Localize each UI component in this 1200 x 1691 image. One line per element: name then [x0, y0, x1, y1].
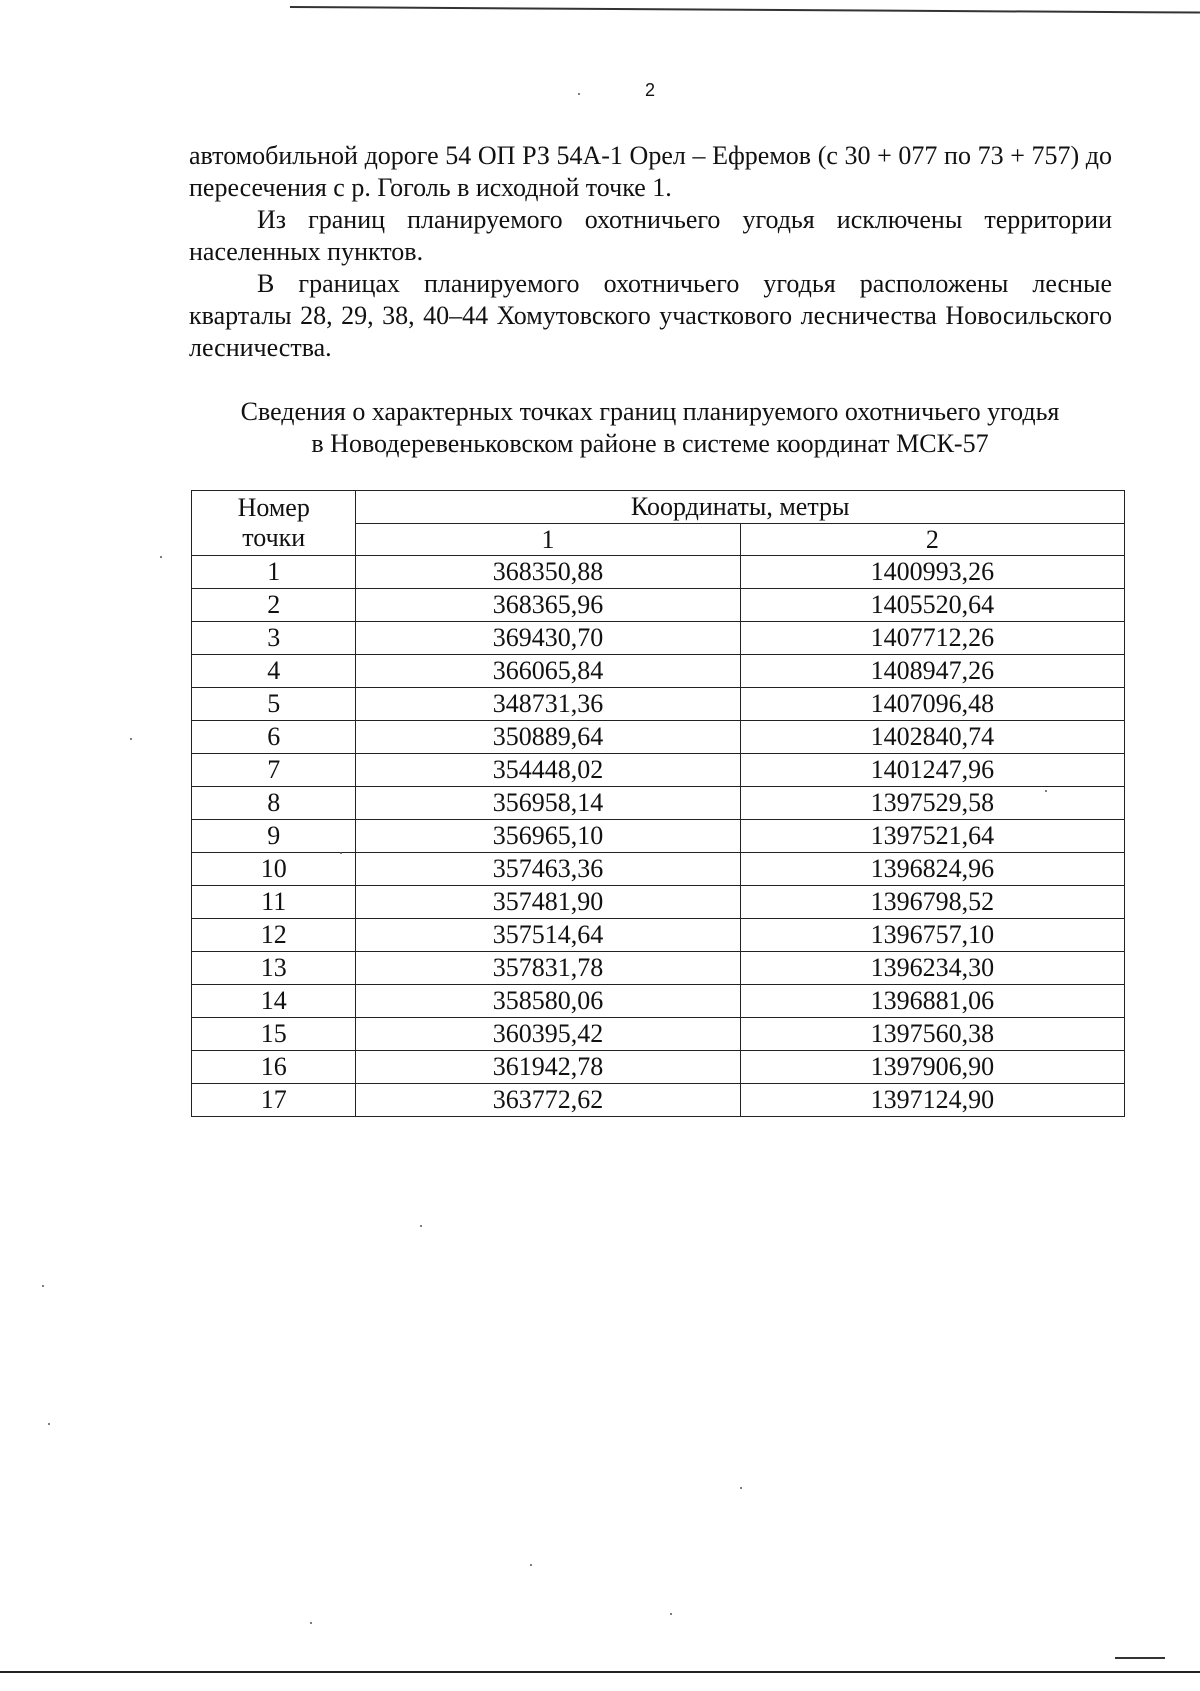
cell-coordinate-2: 1396757,10 — [740, 919, 1124, 952]
cell-coordinate-2: 1397906,90 — [740, 1051, 1124, 1084]
cell-point-number: 8 — [192, 787, 356, 820]
table-row — [192, 1051, 1125, 1084]
cell-coordinate-1: 369430,70 — [356, 622, 740, 655]
cell-coordinate-1: 348731,36 — [356, 688, 740, 721]
cell-point-number: 3 — [192, 622, 356, 655]
scan-speck — [48, 1423, 50, 1425]
cell-point-number: 14 — [192, 985, 356, 1018]
table-row — [192, 985, 1125, 1018]
cell-coordinate-1: 354448,02 — [356, 754, 740, 787]
scan-speck — [578, 93, 580, 95]
cell-coordinate-1: 368350,88 — [356, 556, 740, 589]
paragraph-road: автомобильной дороге 54 ОП РЗ 54А-1 Орел – Ефремов (с 30 + 077 по 73 + 757) до пересечения с р. Гоголь в исходной точке 1. — [189, 141, 1112, 202]
cell-coordinate-1: 357831,78 — [356, 952, 740, 985]
paragraph-forest-quarters: В границах планируемого охотничьего угодья расположены лесные кварталы 28, 29, 38, 40–44 Хомутовского участкового лесничества Новосильского лесничества. — [189, 269, 1112, 362]
cell-coordinate-2: 1407712,26 — [740, 622, 1124, 655]
cell-point-number: 16 — [192, 1051, 356, 1084]
table-row — [192, 1018, 1125, 1051]
scan-speck — [160, 556, 162, 558]
cell-coordinate-2: 1396234,30 — [740, 952, 1124, 985]
scan-edge-bottom — [0, 1671, 1200, 1673]
caption-line-1: Сведения о характерных точках границ планируемого охотничьего угодья — [240, 397, 1060, 426]
cell-coordinate-1: 358580,06 — [356, 985, 740, 1018]
cell-point-number: 6 — [192, 721, 356, 754]
coordinates-table — [191, 490, 1125, 1117]
table-row — [192, 622, 1125, 655]
table-row — [192, 886, 1125, 919]
table-row — [192, 556, 1125, 589]
cell-coordinate-1: 357514,64 — [356, 919, 740, 952]
cell-point-number: 7 — [192, 754, 356, 787]
cell-coordinate-1: 357463,36 — [356, 853, 740, 886]
cell-point-number: 1 — [192, 556, 356, 589]
cell-coordinate-2: 1405520,64 — [740, 589, 1124, 622]
table-row — [192, 952, 1125, 985]
table-row — [192, 820, 1125, 853]
cell-point-number: 4 — [192, 655, 356, 688]
cell-coordinate-2: 1401247,96 — [740, 754, 1124, 787]
scan-speck — [1045, 790, 1047, 792]
scan-speck — [740, 1487, 742, 1489]
table-row — [192, 919, 1125, 952]
cell-coordinate-2: 1400993,26 — [740, 556, 1124, 589]
header-point-line-2: точки — [242, 523, 306, 552]
cell-point-number: 9 — [192, 820, 356, 853]
table-row — [192, 589, 1125, 622]
cell-coordinate-2: 1397560,38 — [740, 1018, 1124, 1051]
scan-edge-top — [290, 6, 1200, 14]
table-row — [192, 853, 1125, 886]
cell-coordinate-1: 366065,84 — [356, 655, 740, 688]
table-row — [192, 787, 1125, 820]
scan-mark — [1115, 1657, 1165, 1659]
header-coordinates: Координаты, метры — [356, 491, 1125, 524]
header-col-2: 2 — [740, 524, 1124, 556]
cell-coordinate-1: 360395,42 — [356, 1018, 740, 1051]
cell-coordinate-1: 368365,96 — [356, 589, 740, 622]
cell-coordinate-1: 356965,10 — [356, 820, 740, 853]
cell-point-number: 17 — [192, 1084, 356, 1117]
cell-point-number: 11 — [192, 886, 356, 919]
cell-point-number: 13 — [192, 952, 356, 985]
table-row — [192, 721, 1125, 754]
cell-coordinate-2: 1396824,96 — [740, 853, 1124, 886]
table-row — [192, 688, 1125, 721]
table-row — [192, 1084, 1125, 1117]
cell-point-number: 5 — [192, 688, 356, 721]
cell-coordinate-2: 1397521,64 — [740, 820, 1124, 853]
table-caption — [150, 396, 1150, 460]
cell-coordinate-1: 356958,14 — [356, 787, 740, 820]
cell-coordinate-2: 1407096,48 — [740, 688, 1124, 721]
scan-speck — [530, 1564, 532, 1566]
scan-speck — [420, 1225, 422, 1227]
scan-speck — [310, 1622, 312, 1624]
cell-coordinate-2: 1397529,58 — [740, 787, 1124, 820]
header-point-number — [192, 491, 356, 556]
page-number: 2 — [644, 80, 655, 100]
cell-coordinate-1: 357481,90 — [356, 886, 740, 919]
header-point-line-1: Номер — [237, 493, 310, 522]
scan-speck — [340, 852, 342, 854]
table-row — [192, 655, 1125, 688]
cell-coordinate-1: 350889,64 — [356, 721, 740, 754]
cell-point-number: 12 — [192, 919, 356, 952]
caption-line-2: в Новодеревеньковском районе в системе координат МСК-57 — [311, 429, 989, 458]
cell-coordinate-2: 1408947,26 — [740, 655, 1124, 688]
cell-point-number: 15 — [192, 1018, 356, 1051]
cell-coordinate-2: 1402840,74 — [740, 721, 1124, 754]
cell-coordinate-2: 1396881,06 — [740, 985, 1124, 1018]
cell-point-number: 10 — [192, 853, 356, 886]
paragraph-exclusions: Из границ планируемого охотничьего угодья исключены территории населенных пунктов. — [189, 205, 1112, 266]
cell-coordinate-1: 361942,78 — [356, 1051, 740, 1084]
cell-coordinate-1: 363772,62 — [356, 1084, 740, 1117]
scan-speck — [130, 738, 132, 740]
scan-speck — [670, 1613, 672, 1615]
body-text — [189, 140, 1112, 364]
table-row — [192, 754, 1125, 787]
scan-speck — [42, 1285, 44, 1287]
header-col-1: 1 — [356, 524, 740, 556]
table-body — [192, 556, 1125, 1117]
cell-point-number: 2 — [192, 589, 356, 622]
cell-coordinate-2: 1396798,52 — [740, 886, 1124, 919]
cell-coordinate-2: 1397124,90 — [740, 1084, 1124, 1117]
